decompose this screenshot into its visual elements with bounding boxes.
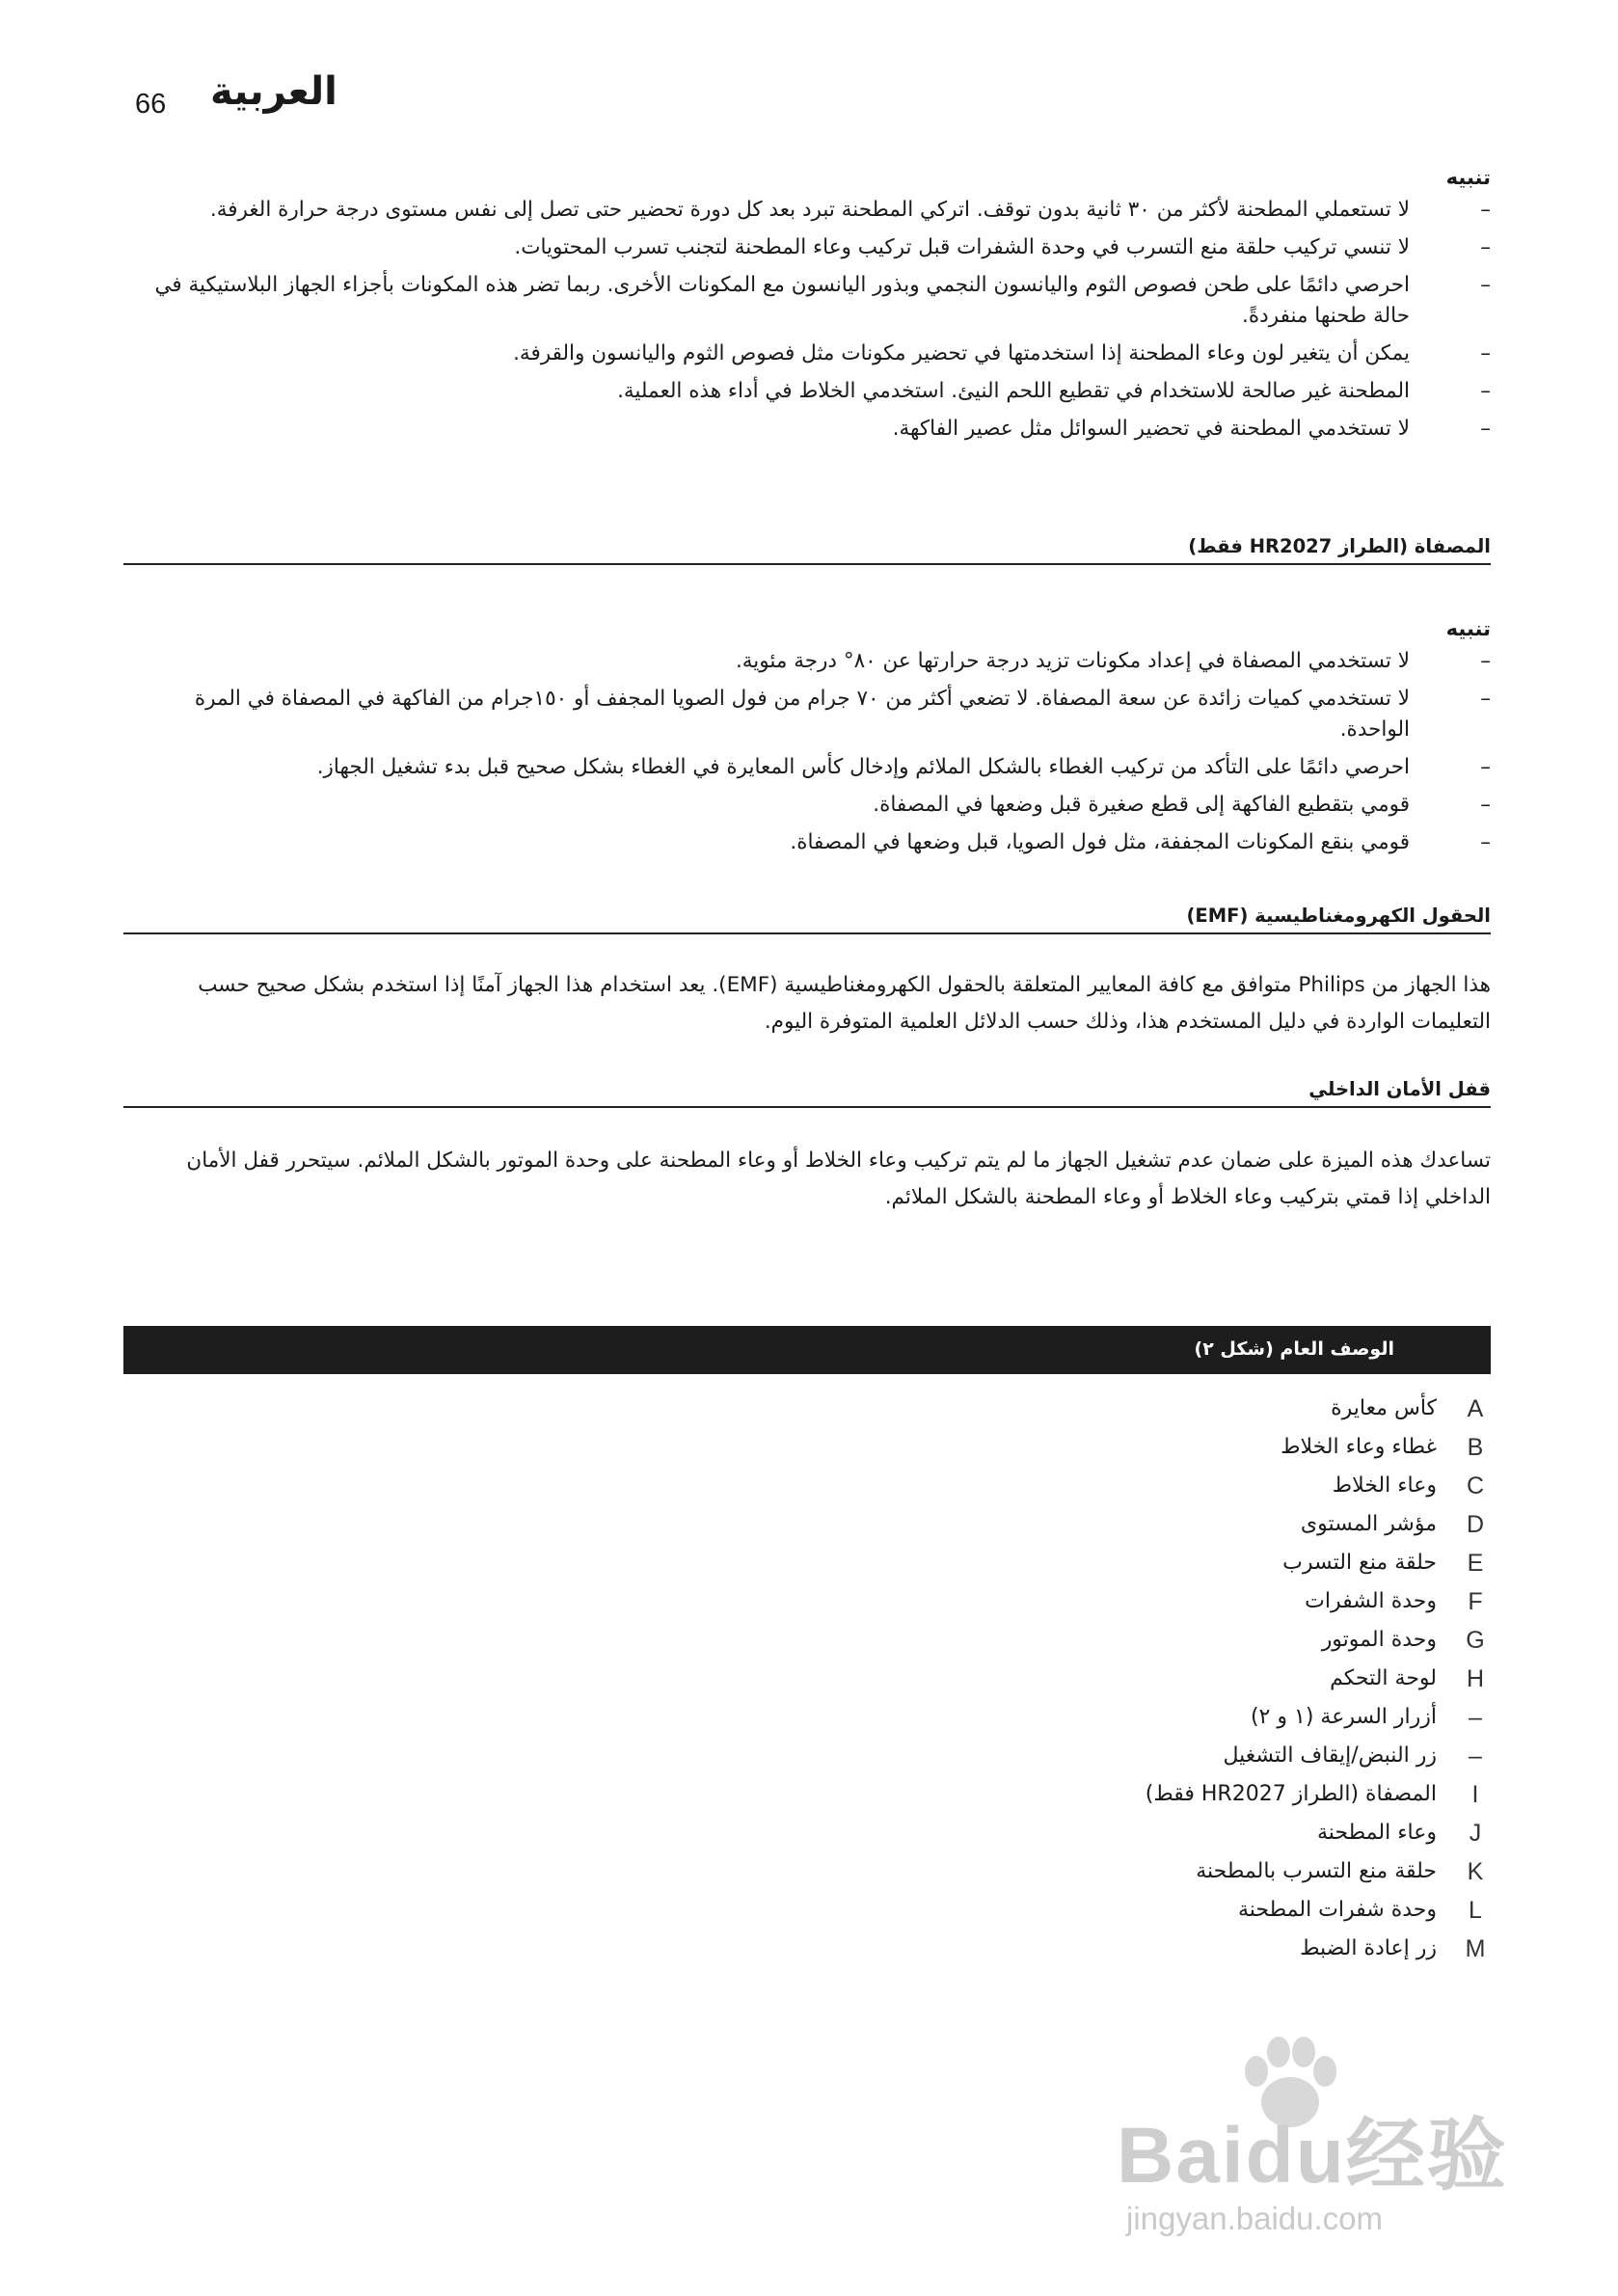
parts-list — [820, 1390, 1495, 1968]
watermark-logo: Baidu经验 — [1117, 2112, 1508, 2200]
list-item: – لا تستعملي المطحنة لأكثر من ٣٠ ثانية بدون توقف. اتركي المطحنة تبرد بعد كل دورة تحضير حتى تصل إلى نفس مستوى درجة حرارة الغرفة. — [123, 195, 1491, 226]
part-name: وحدة الشفرات — [1305, 1589, 1437, 1613]
part-name: حلقة منع التسرب — [1282, 1551, 1437, 1575]
part-letter: G — [1466, 1627, 1485, 1654]
part-name: غطاء وعاء الخلاط — [1281, 1435, 1437, 1459]
caution-list — [123, 646, 1491, 858]
part-letter: L — [1469, 1897, 1482, 1924]
list-item — [820, 1582, 1495, 1621]
list-item: – لا تستخدمي المطحنة في تحضير السوائل مثل عصير الفاكهة. — [123, 414, 1491, 445]
part-letter: B — [1467, 1434, 1484, 1461]
part-name: مؤشر المستوى — [1300, 1512, 1437, 1536]
list-item — [820, 1390, 1495, 1428]
language-title: العربية — [210, 69, 337, 114]
baidu-watermark — [1117, 2054, 1512, 2247]
list-item — [820, 1930, 1495, 1968]
part-letter: M — [1465, 1935, 1486, 1962]
part-letter: E — [1467, 1550, 1484, 1577]
part-letter: I — [1471, 1781, 1479, 1808]
section-heading: قفل الأمان الداخلي — [123, 1078, 1491, 1108]
list-item: – المطحنة غير صالحة للاستخدام في تقطيع اللحم النيئ. استخدمي الخلاط في أداء هذه العملية. — [123, 376, 1491, 407]
list-item: – يمكن أن يتغير لون وعاء المطحنة إذا استخدمتها في تحضير مكونات مثل فصوص الثوم واليانسون والقرفة. — [123, 338, 1491, 369]
list-item: – لا تنسي تركيب حلقة منع التسرب في وحدة الشفرات قبل تركيب وعاء المطحنة لتجنب تسرب المحتويات. — [123, 232, 1491, 263]
caution-title: تنبيه — [1445, 617, 1491, 640]
part-letter: A — [1467, 1395, 1484, 1422]
part-name: كأس معايرة — [1331, 1396, 1437, 1420]
part-letter: F — [1468, 1588, 1483, 1615]
part-letter: – — [1469, 1704, 1482, 1731]
general-description-bar — [123, 1326, 1491, 1374]
list-item — [820, 1428, 1495, 1467]
watermark-url: jingyan.baidu.com — [1126, 2201, 1383, 2236]
list-item: – قومي بنقع المكونات المجففة، مثل فول الصويا، قبل وضعها في المصفاة. — [123, 827, 1491, 858]
part-letter: K — [1467, 1858, 1484, 1885]
list-item — [820, 1814, 1495, 1852]
section-heading: الحقول الكهرومغناطيسية (EMF) — [123, 905, 1491, 934]
part-letter: – — [1469, 1742, 1482, 1769]
list-item — [820, 1505, 1495, 1544]
list-item — [820, 1698, 1495, 1737]
safety-lock-section — [123, 1078, 1491, 1216]
part-letter: J — [1469, 1820, 1482, 1847]
list-item: – لا تستخدمي المصفاة في إعداد مكونات تزيد درجة حرارتها عن ٨٠° درجة مئوية. — [123, 646, 1491, 677]
caution-list — [123, 195, 1491, 445]
emf-section — [123, 905, 1491, 1040]
emf-paragraph: هذا الجهاز من Philips متوافق مع كافة المعايير المتعلقة بالحقول الكهرومغناطيسية (EMF). يعد استخدام هذا الجهاز آمنًا إذا استخدم بشكل صحيح حسب التعليمات الواردة في دليل المستخدم هذا، وذلك حسب الدلائل العلمية المتوفرة اليوم. — [198, 973, 1491, 1034]
list-item — [820, 1852, 1495, 1891]
filter-section — [123, 535, 1491, 565]
part-letter: C — [1466, 1472, 1485, 1499]
safety-lock-paragraph: تساعدك هذه الميزة على ضمان عدم تشغيل الجهاز ما لم يتم تركيب وعاء الخلاط أو وعاء المطحنة على وحدة الموتور بالشكل الملائم. سيتحرر قفل الأمان الداخلي إذا قمتي بتركيب وعاء الخلاط أو وعاء المطحنة بالشكل الملائم. — [186, 1148, 1491, 1209]
list-item — [820, 1891, 1495, 1930]
part-letter: H — [1466, 1665, 1485, 1692]
part-name: وعاء المطحنة — [1316, 1821, 1437, 1845]
part-name: زر إعادة الضبط — [1300, 1936, 1437, 1960]
part-name: زر النبض/إيقاف التشغيل — [1223, 1743, 1437, 1768]
part-name: وعاء الخلاط — [1332, 1473, 1437, 1498]
part-name: أزرار السرعة (١ و ٢) — [1250, 1705, 1437, 1729]
part-letter: D — [1466, 1511, 1485, 1538]
list-item — [820, 1737, 1495, 1775]
list-item — [820, 1621, 1495, 1660]
part-name: وحدة شفرات المطحنة — [1237, 1898, 1437, 1922]
section-heading: الوصف العام (شكل ٢) — [1194, 1338, 1394, 1360]
part-name: وحدة الموتور — [1321, 1628, 1437, 1652]
list-item — [820, 1467, 1495, 1505]
caution-block-grinder — [123, 166, 1491, 451]
part-name: لوحة التحكم — [1330, 1666, 1437, 1690]
caution-block-filter — [123, 617, 1491, 865]
caution-title: تنبيه — [1445, 166, 1491, 189]
part-name: المصفاة (الطراز HR2027 فقط) — [1145, 1782, 1437, 1806]
list-item: – احرصي دائمًا على التأكد من تركيب الغطاء بالشكل الملائم وإدخال كأس المعايرة في الغطاء بشكل صحيح قبل بدء تشغيل الجهاز. — [123, 752, 1491, 783]
list-item — [820, 1660, 1495, 1698]
list-item: – احرصي دائمًا على طحن فصوص الثوم واليانسون النجمي وبذور اليانسون مع المكونات الأخرى. ربما تضر هذه المكونات بأجزاء الجهاز البلاستيكية في حالة طحنها منفردةً. — [123, 270, 1491, 332]
list-item — [820, 1775, 1495, 1814]
list-item — [820, 1544, 1495, 1582]
part-name: حلقة منع التسرب بالمطحنة — [1196, 1859, 1437, 1883]
list-item: – قومي بتقطيع الفاكهة إلى قطع صغيرة قبل وضعها في المصفاة. — [123, 790, 1491, 821]
section-heading: المصفاة (الطراز HR2027 فقط) — [123, 535, 1491, 565]
page-number: 66 — [135, 89, 167, 120]
list-item: – لا تستخدمي كميات زائدة عن سعة المصفاة. لا تضعي أكثر من ٧٠ جرام من فول الصويا المجفف أو ١٥٠جرام من الفاكهة في المصفاة في المرة الواحدة. — [123, 684, 1491, 745]
